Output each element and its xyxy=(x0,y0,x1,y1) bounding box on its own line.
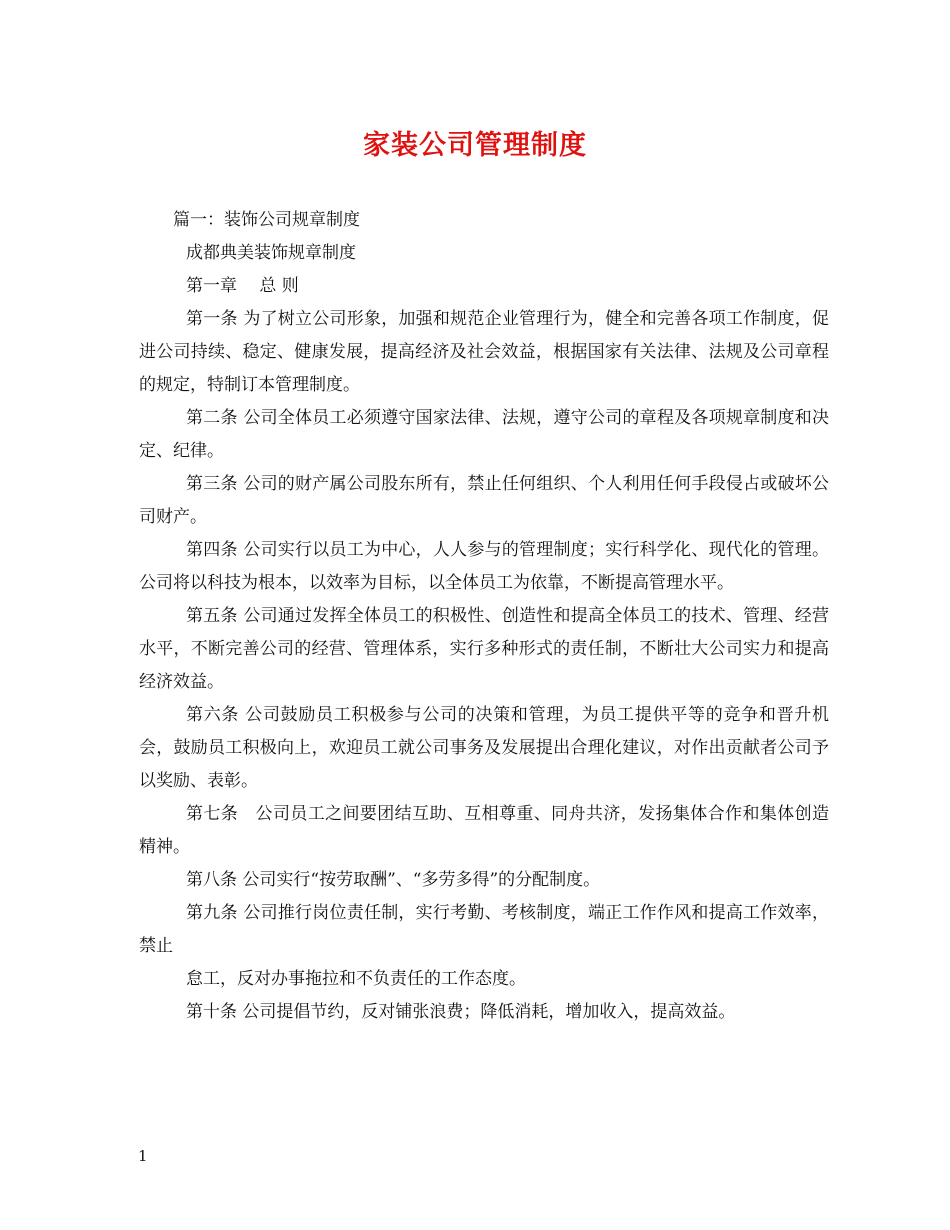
article-8: 第八条 公司实行“按劳取酬”、“多劳多得”的分配制度。 xyxy=(186,870,601,890)
page-number: 1 xyxy=(138,1147,148,1165)
article-3: 第三条 公司的财产属公司股东所有，禁止任何组织、个人利用任何手段侵占或破坏公司财产。 xyxy=(139,474,829,527)
article-9-continued: 怠工，反对办事拖拉和不负责任的工作态度。 xyxy=(186,969,526,989)
article-2: 第二条 公司全体员工必须遵守国家法律、法规，遵守公司的章程及各项规章制度和决定、纪律。 xyxy=(139,408,829,461)
article-4: 第四条 公司实行以员工为中心，人人参与的管理制度；实行科学化、现代化的管理。公司将以科技为根本，以效率为目标，以全体员工为依靠，不断提高管理水平。 xyxy=(139,540,829,593)
article-7: 第七条 公司员工之间要团结互助、互相尊重、同舟共济，发扬集体合作和集体创造精神。 xyxy=(139,804,829,857)
document-title: 家装公司管理制度 xyxy=(363,130,587,161)
piece-heading: 篇一：装饰公司规章制度 xyxy=(173,210,360,230)
article-10: 第十条 公司提倡节约，反对铺张浪费；降低消耗，增加收入，提高效益。 xyxy=(186,1002,736,1022)
article-9: 第九条 公司推行岗位责任制，实行考勤、考核制度，端正工作作风和提高工作效率，禁止 xyxy=(139,903,829,956)
company-regulation-heading: 成都典美装饰规章制度 xyxy=(186,243,356,263)
document-body xyxy=(139,204,829,1029)
article-6: 第六条 公司鼓励员工积极参与公司的决策和管理，为员工提供平等的竞争和晋升机会，鼓励员工积极向上，欢迎员工就公司事务及发展提出合理化建议，对作出贡献者公司予以奖励、表彰。 xyxy=(139,705,829,791)
article-1: 第一条 为了树立公司形象，加强和规范企业管理行为，健全和完善各项工作制度，促进公司持续、稳定、健康发展，提高经济及社会效益，根据国家有关法律、法规及公司章程的规定，特制订本管理制度。 xyxy=(139,309,829,395)
chapter-heading: 第一章 总 则 xyxy=(186,276,299,296)
article-5: 第五条 公司通过发挥全体员工的积极性、创造性和提高全体员工的技术、管理、经营水平，不断完善公司的经营、管理体系，实行多种形式的责任制，不断壮大公司实力和提高经济效益。 xyxy=(139,606,829,692)
